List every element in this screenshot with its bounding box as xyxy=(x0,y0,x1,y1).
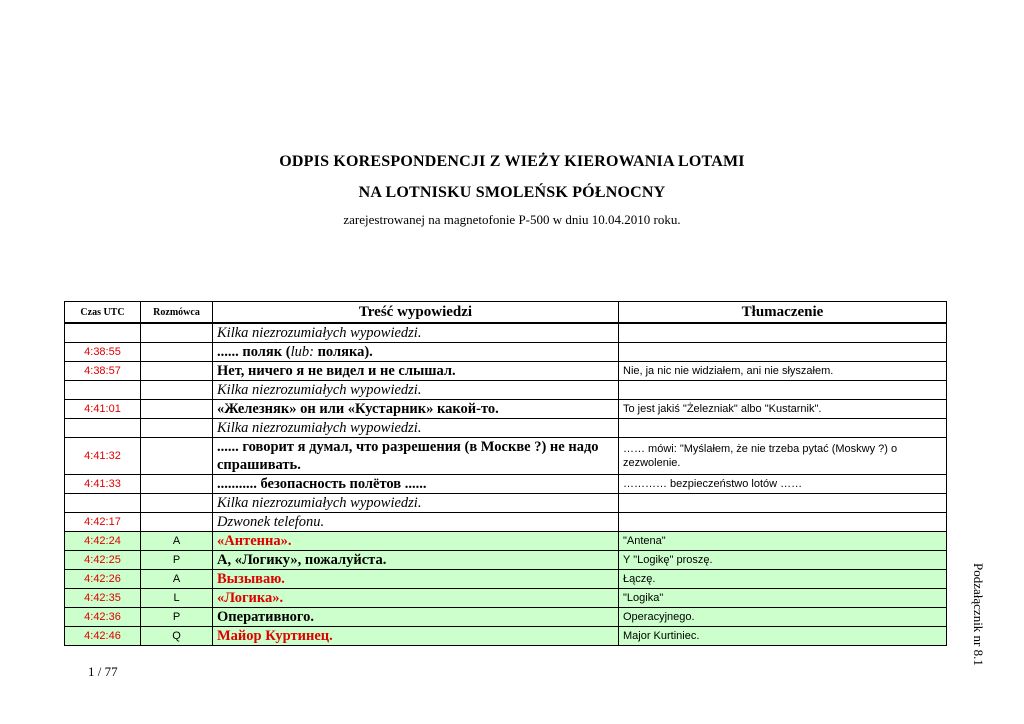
time-cell: 4:42:17 xyxy=(65,513,141,532)
time-cell: 4:41:01 xyxy=(65,400,141,419)
speaker-cell xyxy=(141,323,213,343)
table-row xyxy=(65,475,947,494)
time-cell: 4:42:24 xyxy=(65,532,141,551)
translation-cell xyxy=(619,494,947,513)
translation-cell: To jest jakiś "Żelezniak" albo "Kustarnik". xyxy=(619,400,947,419)
header-translation: Tłumaczenie xyxy=(619,302,947,324)
document-subtitle: zarejestrowanej na magnetofonie P-500 w dniu 10.04.2010 roku. xyxy=(343,212,681,227)
speaker-cell xyxy=(141,362,213,381)
speaker-cell xyxy=(141,513,213,532)
content-cell: «Железняк» он или «Кустарник» какой-то. xyxy=(213,400,619,419)
translation-cell xyxy=(619,419,947,438)
table-row xyxy=(65,323,947,343)
translation-cell: Łączę. xyxy=(619,570,947,589)
speaker-cell xyxy=(141,475,213,494)
speaker-cell xyxy=(141,400,213,419)
header-speaker: Rozmówca xyxy=(141,302,213,324)
speaker-cell: L xyxy=(141,589,213,608)
content-cell: «Антенна». xyxy=(213,532,619,551)
table-row xyxy=(65,570,947,589)
speaker-cell: P xyxy=(141,608,213,627)
time-cell: 4:42:25 xyxy=(65,551,141,570)
translation-cell xyxy=(619,343,947,362)
content-cell: Вызываю. xyxy=(213,570,619,589)
time-cell: 4:38:55 xyxy=(65,343,141,362)
table-row xyxy=(65,513,947,532)
table-row xyxy=(65,589,947,608)
translation-cell: Major Kurtiniec. xyxy=(619,627,947,646)
speaker-cell xyxy=(141,494,213,513)
speaker-cell: A xyxy=(141,532,213,551)
table-row xyxy=(65,400,947,419)
content-cell xyxy=(213,343,619,362)
speaker-cell xyxy=(141,438,213,475)
page-number: 1 / 77 xyxy=(88,664,118,679)
content-cell: Dzwonek telefonu. xyxy=(213,513,619,532)
content-alt-marker: lub: xyxy=(290,344,314,360)
speaker-cell xyxy=(141,419,213,438)
header-content: Treść wypowiedzi xyxy=(213,302,619,324)
time-cell: 4:38:57 xyxy=(65,362,141,381)
table-row xyxy=(65,494,947,513)
header-time: Czas UTC xyxy=(65,302,141,324)
content-cell: Нет, ничего я не видел и не слышал. xyxy=(213,362,619,381)
side-label: Podzałącznik nr 8.1 xyxy=(971,563,986,666)
document-title-line2: NA LOTNISKU SMOLEŃSK PÓŁNOCNY xyxy=(358,184,666,201)
translation-cell: "Logika" xyxy=(619,589,947,608)
table-row xyxy=(65,438,947,475)
translation-cell xyxy=(619,381,947,400)
translation-cell xyxy=(619,513,947,532)
translation-cell: …… mówi: "Myślałem, że nie trzeba pytać (Moskwy ?) o zezwolenie. xyxy=(619,438,947,475)
time-cell xyxy=(65,419,141,438)
table-row xyxy=(65,627,947,646)
translation-cell: Nie, ja nic nie widziałem, ani nie słyszałem. xyxy=(619,362,947,381)
table-header-row xyxy=(65,302,947,324)
content-cell: ...... говорит я думал, что разрешения (в Москве ?) не надо спрашивать. xyxy=(213,438,619,475)
document-title-line1: ODPIS KORESPONDENCJI Z WIEŻY KIEROWANIA LOTAMI xyxy=(279,153,745,170)
speaker-cell xyxy=(141,381,213,400)
speaker-cell: P xyxy=(141,551,213,570)
content-cell: «Логика». xyxy=(213,589,619,608)
content-cell: А, «Логику», пожалуйста. xyxy=(213,551,619,570)
translation-cell: Operacyjnego. xyxy=(619,608,947,627)
speaker-cell xyxy=(141,343,213,362)
table-row xyxy=(65,362,947,381)
content-cell: Kilka niezrozumiałych wypowiedzi. xyxy=(213,494,619,513)
time-cell: 4:41:32 xyxy=(65,438,141,475)
table-row xyxy=(65,343,947,362)
content-text: поляка). xyxy=(313,344,373,360)
table-row xyxy=(65,608,947,627)
content-cell: Kilka niezrozumiałych wypowiedzi. xyxy=(213,381,619,400)
time-cell: 4:42:36 xyxy=(65,608,141,627)
time-cell xyxy=(65,494,141,513)
table-row xyxy=(65,532,947,551)
table-body xyxy=(65,323,947,646)
content-cell: Оперативного. xyxy=(213,608,619,627)
translation-cell: ………… bezpieczeństwo lotów …… xyxy=(619,475,947,494)
table-row xyxy=(65,551,947,570)
time-cell xyxy=(65,381,141,400)
content-cell: ........... безопасность полётов ...... xyxy=(213,475,619,494)
speaker-cell: Q xyxy=(141,627,213,646)
correspondence-table xyxy=(64,301,947,646)
speaker-cell: A xyxy=(141,570,213,589)
time-cell: 4:42:26 xyxy=(65,570,141,589)
translation-cell xyxy=(619,323,947,343)
content-text: ...... поляк ( xyxy=(217,344,291,360)
time-cell: 4:42:35 xyxy=(65,589,141,608)
translation-cell: Y "Logikę" proszę. xyxy=(619,551,947,570)
time-cell xyxy=(65,323,141,343)
time-cell: 4:42:46 xyxy=(65,627,141,646)
time-cell: 4:41:33 xyxy=(65,475,141,494)
translation-cell: "Antena" xyxy=(619,532,947,551)
table-row xyxy=(65,419,947,438)
content-cell: Kilka niezrozumiałych wypowiedzi. xyxy=(213,323,619,343)
content-cell: Kilka niezrozumiałych wypowiedzi. xyxy=(213,419,619,438)
content-cell: Майор Куртинец. xyxy=(213,627,619,646)
table-row xyxy=(65,381,947,400)
